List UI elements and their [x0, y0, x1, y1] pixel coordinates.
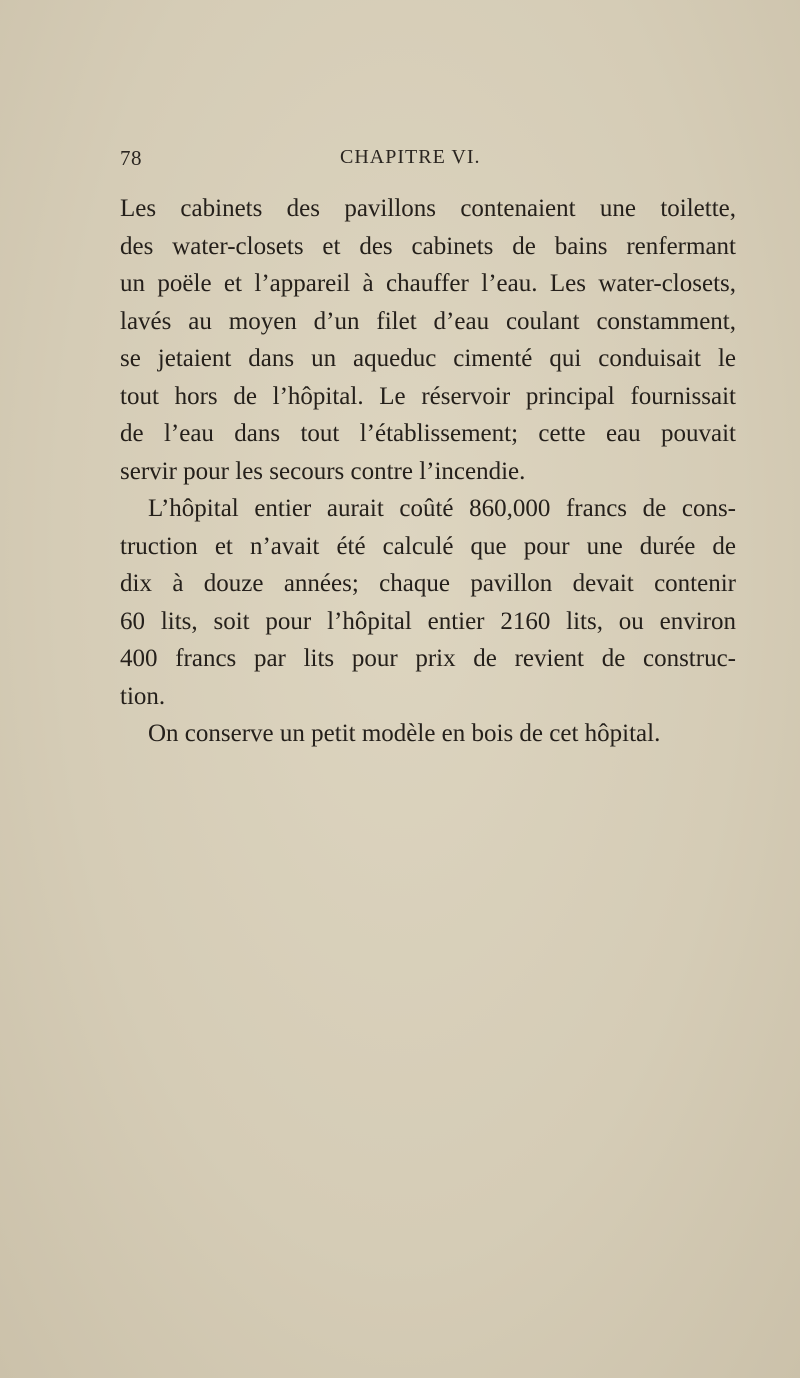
- text-line: des water-closets et des cabinets de bains renfermant: [120, 232, 736, 260]
- text-line: lavés au moyen d’un filet d’eau coulant constamment,: [120, 307, 736, 335]
- text-line: tion.: [120, 682, 166, 710]
- text-line: On conserve un petit modèle en bois de cet hôpital.: [148, 720, 661, 747]
- text-line: 400 francs par lits pour prix de revient de construc-: [120, 645, 736, 672]
- page-number: 78: [120, 146, 142, 170]
- chapter-title: CHAPITRE VI.: [340, 146, 481, 168]
- text-line: 60 lits, soit pour l’hôpital entier 2160 lits, ou environ: [120, 607, 736, 635]
- text-line: de l’eau dans tout l’établissement; cette eau pouvait: [120, 420, 736, 447]
- text-line: se jetaient dans un aqueduc cimenté qui conduisait le: [120, 345, 736, 372]
- running-head: [0, 146, 800, 174]
- text-line: tout hors de l’hôpital. Le réservoir principal fournissait: [120, 382, 736, 410]
- text-line: truction et n’avait été calculé que pour une durée de: [120, 532, 736, 560]
- text-line: un poële et l’appareil à chauffer l’eau. Les water-closets,: [120, 270, 736, 297]
- text-line: Les cabinets des pavillons contenaient une toilette,: [120, 195, 736, 222]
- text-line: L’hôpital entier aurait coûté 860,000 francs de cons-: [148, 495, 736, 522]
- body-text: [120, 190, 736, 753]
- text-line: servir pour les secours contre l’incendie.: [120, 457, 526, 485]
- text-line: dix à douze années; chaque pavillon devait contenir: [120, 570, 736, 597]
